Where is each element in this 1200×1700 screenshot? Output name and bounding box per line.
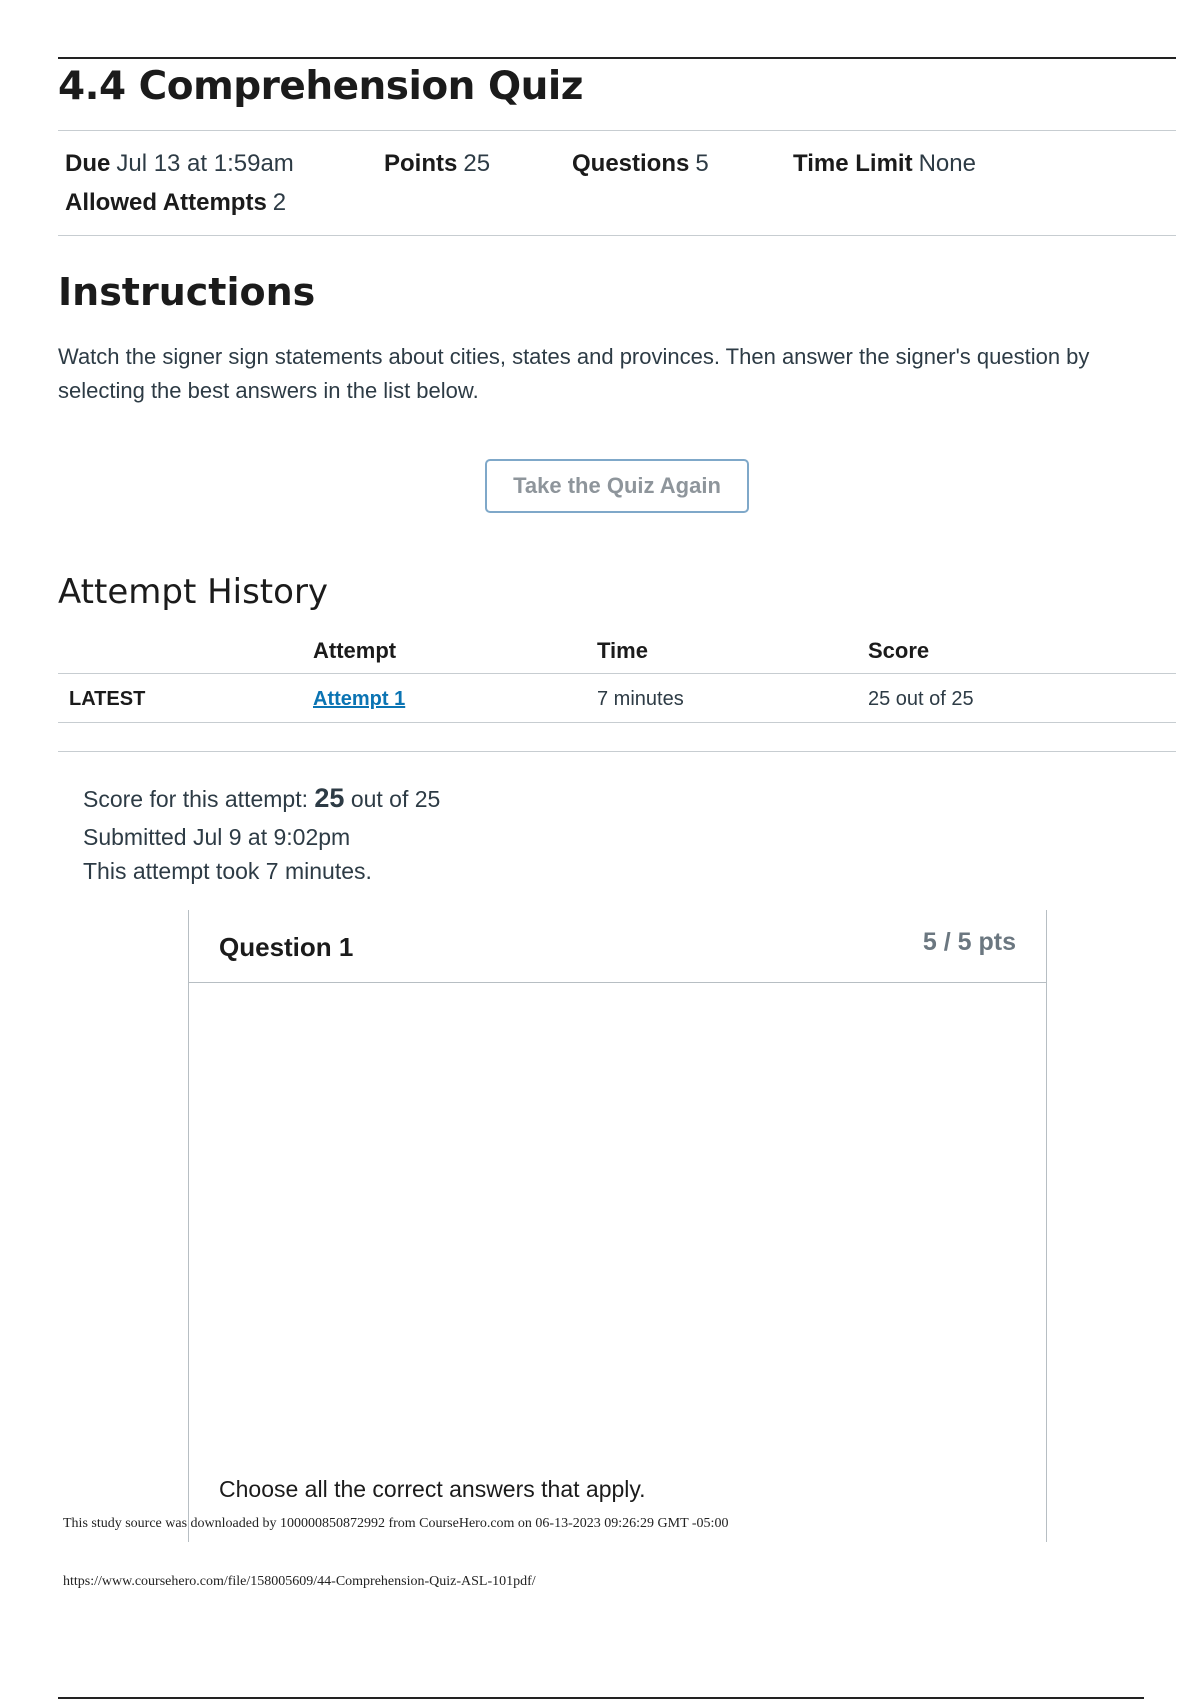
latest-badge: LATEST (69, 688, 146, 710)
attempt-1-link[interactable]: Attempt 1 (313, 688, 406, 710)
points-info (384, 150, 490, 178)
attempts-value: 2 (272, 189, 287, 216)
column-header-score: Score (868, 638, 930, 663)
score-value: 25 (314, 783, 345, 813)
question-title: Question 1 (219, 932, 354, 962)
due-label: Due (65, 150, 111, 177)
download-note: This study source was downloaded by 100000850872992 from CourseHero.com on 06-13-2023 09:26:29 GMT -05:00 (63, 1516, 729, 1531)
time-limit-value: None (918, 150, 976, 177)
attempt-duration: This attempt took 7 minutes. (83, 858, 372, 884)
score-summary (83, 783, 440, 814)
source-url[interactable]: https://www.coursehero.com/file/158005609/44-Comprehension-Quiz-ASL-101pdf/ (63, 1574, 536, 1589)
questions-label: Questions (572, 150, 690, 177)
instructions-text: Watch the signer sign statements about cities, states and provinces. Then answer the signer's question by selecting the best answers in the list below. (58, 344, 1090, 403)
title-divider (58, 130, 1176, 131)
take-quiz-again-button[interactable]: Take the Quiz Again (485, 459, 749, 513)
question-card (188, 910, 1047, 1542)
points-value: 25 (463, 150, 491, 177)
due-info (65, 150, 294, 178)
questions-info (572, 150, 709, 178)
meta-divider (58, 235, 1176, 236)
attempt-history-heading: Attempt History (58, 572, 329, 612)
due-value: Jul 13 at 1:59am (116, 150, 294, 177)
section-divider (58, 751, 1176, 752)
table-header-divider (58, 673, 1176, 674)
attempt-score: 25 out of 25 (868, 688, 974, 710)
instructions-heading: Instructions (58, 270, 316, 314)
attempts-label: Allowed Attempts (65, 189, 267, 216)
score-prefix: Score for this attempt: (83, 786, 308, 812)
column-header-attempt: Attempt (313, 638, 397, 663)
questions-value: 5 (695, 150, 709, 177)
top-divider (58, 57, 1176, 59)
submitted-time: Submitted Jul 9 at 9:02pm (83, 824, 351, 850)
attempt-time: 7 minutes (597, 688, 684, 710)
time-limit-info (793, 150, 976, 178)
score-suffix: out of 25 (350, 786, 441, 812)
page-title: 4.4 Comprehension Quiz (58, 64, 584, 109)
bottom-divider (58, 1697, 1144, 1699)
time-limit-label: Time Limit (793, 150, 913, 177)
question-prompt: Choose all the correct answers that apply. (219, 1476, 646, 1502)
points-label: Points (384, 150, 458, 177)
column-header-time: Time (597, 638, 648, 663)
table-row-divider (58, 722, 1176, 723)
question-points: 5 / 5 pts (922, 928, 1016, 956)
allowed-attempts-info (65, 189, 286, 217)
question-header (189, 910, 1046, 983)
